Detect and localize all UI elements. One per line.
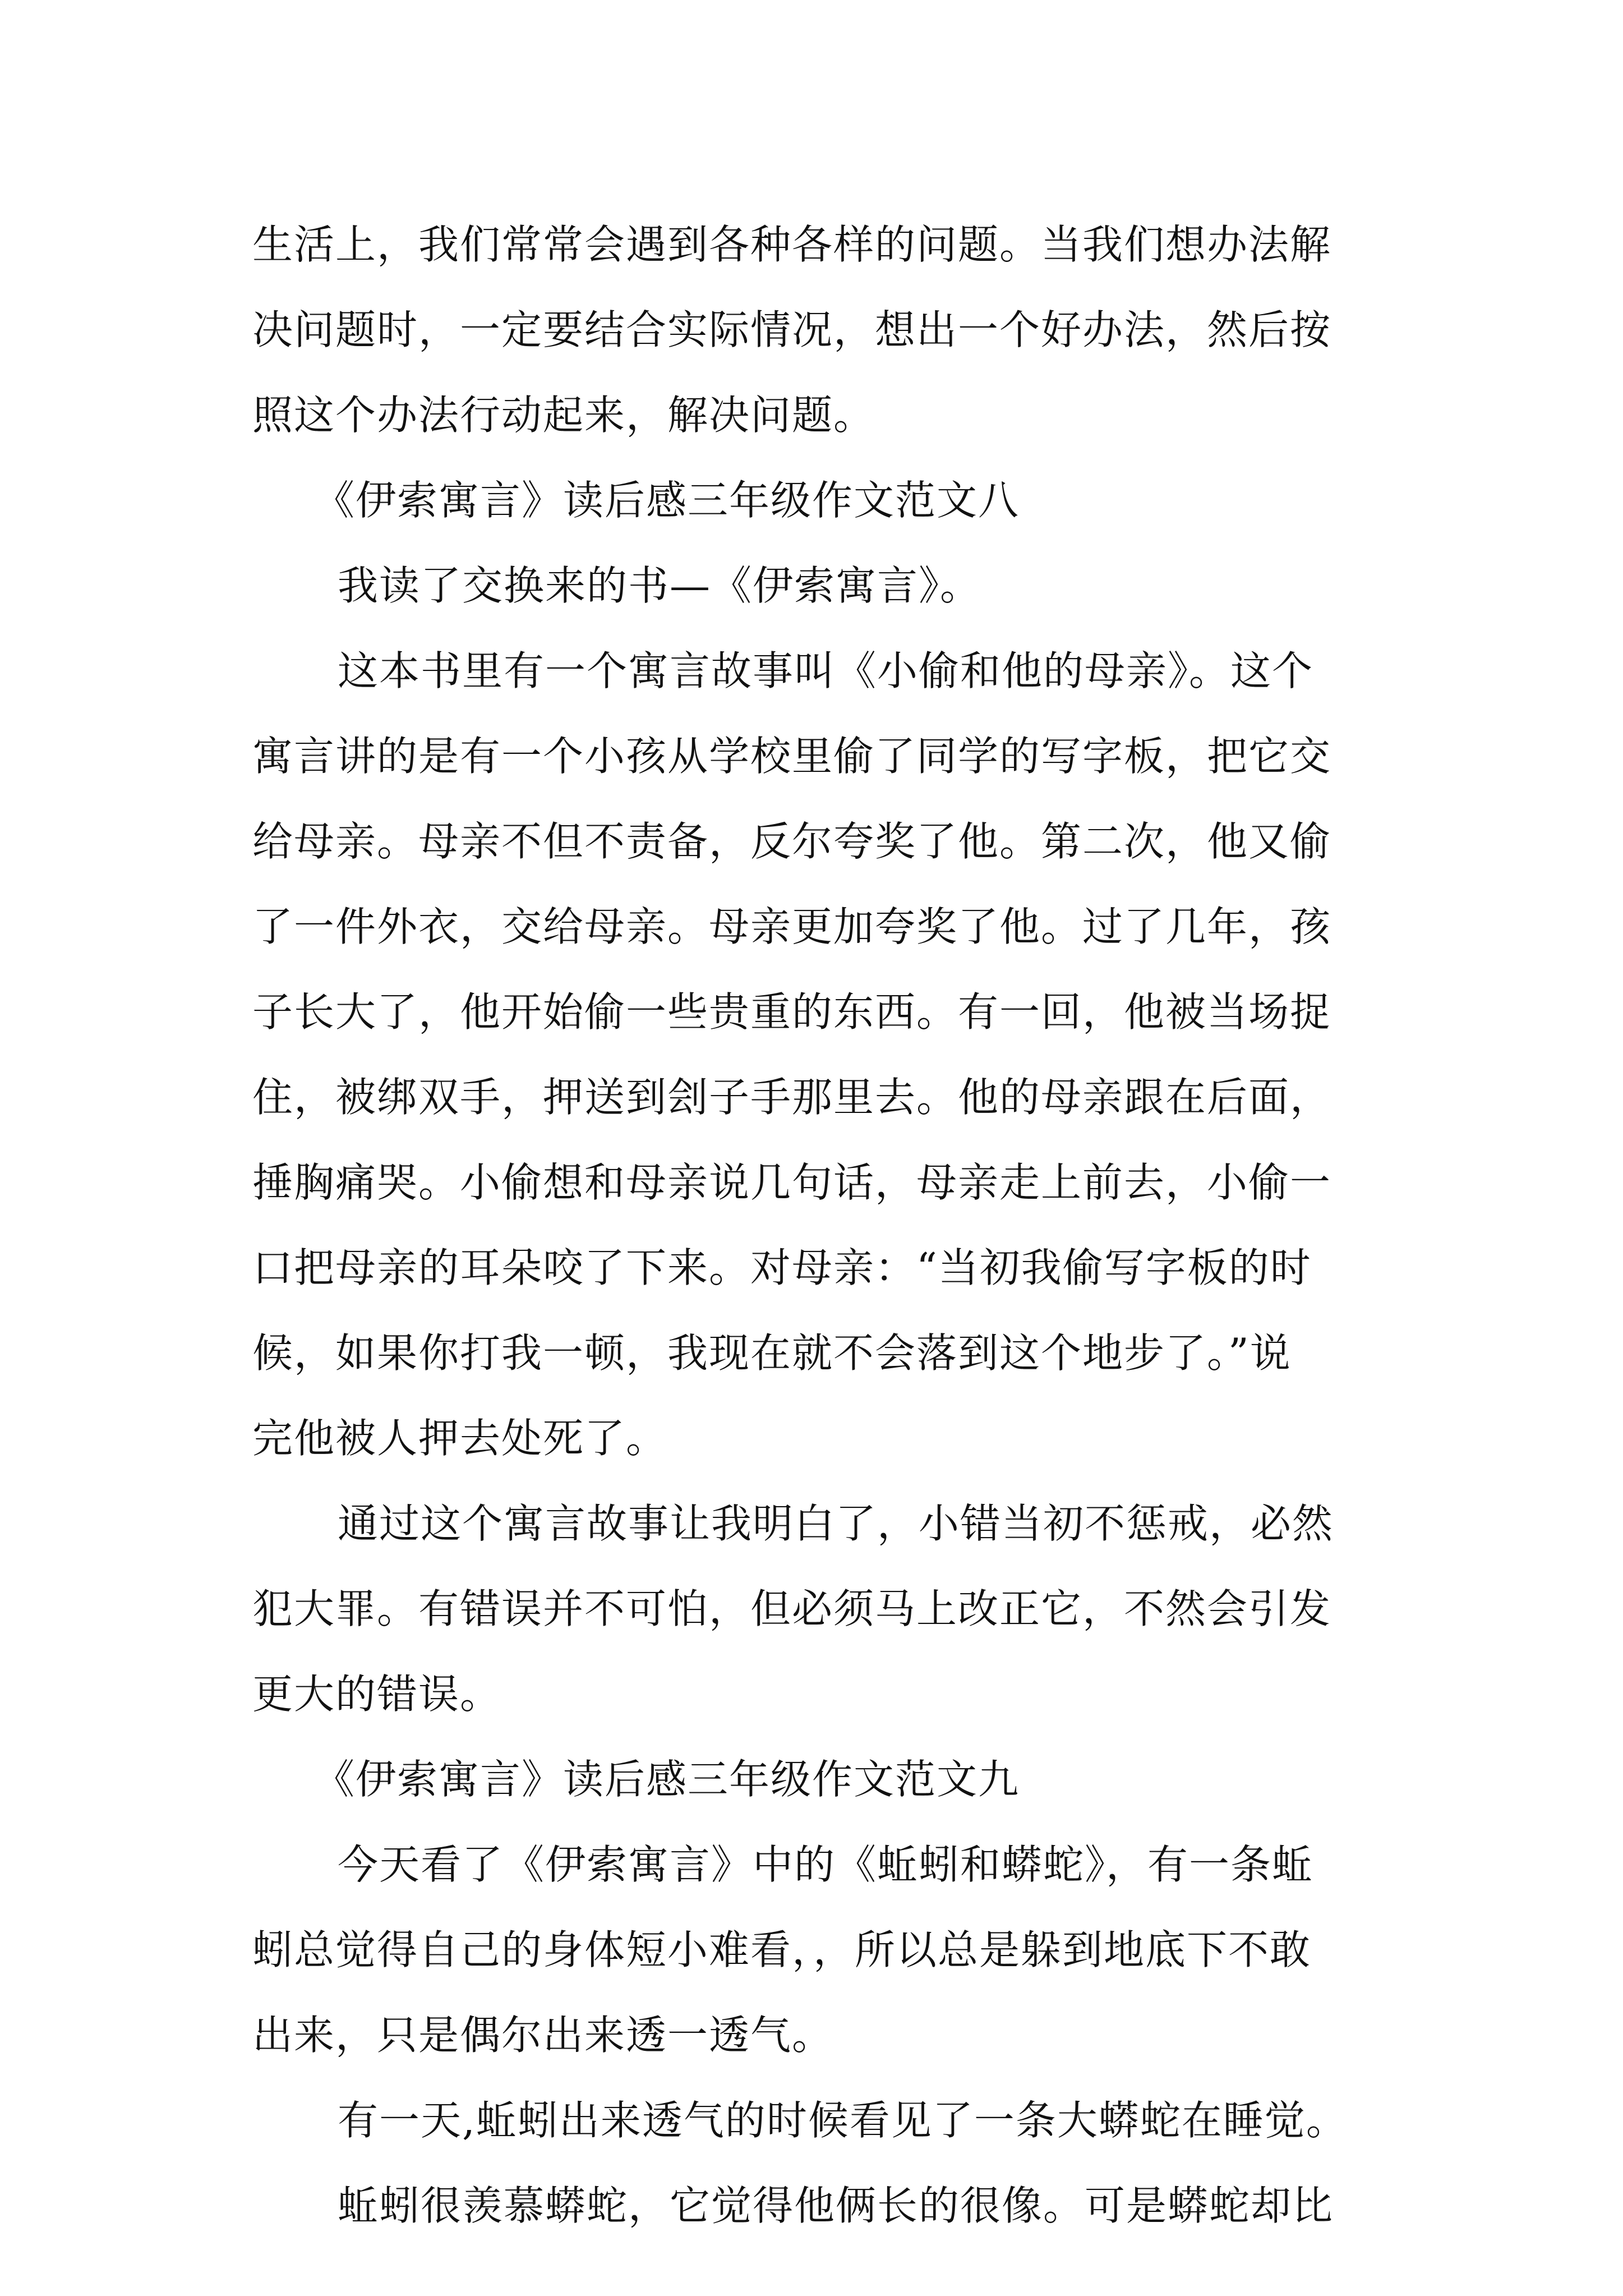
text-line: 给母亲。母亲不但不责备，反尔夸奖了他。第二次，他又偷	[252, 818, 1332, 865]
text-line: 我读了交换来的书—《伊索寓言》。	[338, 562, 982, 609]
section-heading: 《伊索寓言》读后感三年级作文范文九	[314, 1756, 1020, 1803]
text-line: 住，被绑双手，押送到刽子手那里去。他的母亲跟在后面，	[252, 1074, 1332, 1121]
text-line: 了一件外衣，交给母亲。母亲更加夸奖了他。过了几年，孩	[252, 903, 1332, 950]
section-heading: 《伊索寓言》读后感三年级作文范文八	[314, 477, 1020, 524]
text-line: 子长大了，他开始偷一些贵重的东西。有一回，他被当场捉	[252, 988, 1332, 1036]
text-line: 捶胸痛哭。小偷想和母亲说几句话，母亲走上前去，小偷一	[252, 1159, 1332, 1206]
text-line: 犯大罪。有错误并不可怕，但必须马上改正它，不然会引发	[252, 1585, 1332, 1632]
text-line: 出来，只是偶尔出来透一透气。	[252, 2012, 834, 2059]
text-line: 决问题时，一定要结合实际情况，想出一个好办法，然后按	[252, 306, 1332, 353]
text-line: 通过这个寓言故事让我明白了，小错当初不惩戒，必然	[338, 1500, 1334, 1547]
document-body	[252, 202, 1391, 2248]
text-line: 寓言讲的是有一个小孩从学校里偷了同学的写字板，把它交	[252, 733, 1332, 780]
text-line: 候，如果你打我一顿，我现在就不会落到这个地步了。”说	[252, 1329, 1292, 1377]
text-line: 蚓总觉得自己的身体短小难看，，所以总是躲到地底下不敢	[252, 1926, 1312, 1973]
text-line: 蚯蚓很羡慕蟒蛇，它觉得他俩长的很像。可是蟒蛇却比	[338, 2182, 1334, 2229]
text-line: 照这个办法行动起来，解决问题。	[252, 392, 875, 439]
text-line: 这本书里有一个寓言故事叫《小偷和他的母亲》。这个	[338, 647, 1314, 694]
text-line: 今天看了《伊索寓言》中的《蚯蚓和蟒蛇》，有一条蚯	[338, 1841, 1314, 1888]
text-line: 完他被人押去处死了。	[252, 1415, 668, 1462]
text-line: 生活上，我们常常会遇到各种各样的问题。当我们想办法解	[252, 221, 1332, 268]
text-line: 有一天,蚯蚓出来透气的时候看见了一条大蟒蛇在睡觉。	[338, 2097, 1348, 2144]
text-line: 口把母亲的耳朵咬了下来。对母亲：“当初我偷写字板的时	[252, 1244, 1312, 1291]
text-line: 更大的错误。	[252, 1671, 502, 1718]
